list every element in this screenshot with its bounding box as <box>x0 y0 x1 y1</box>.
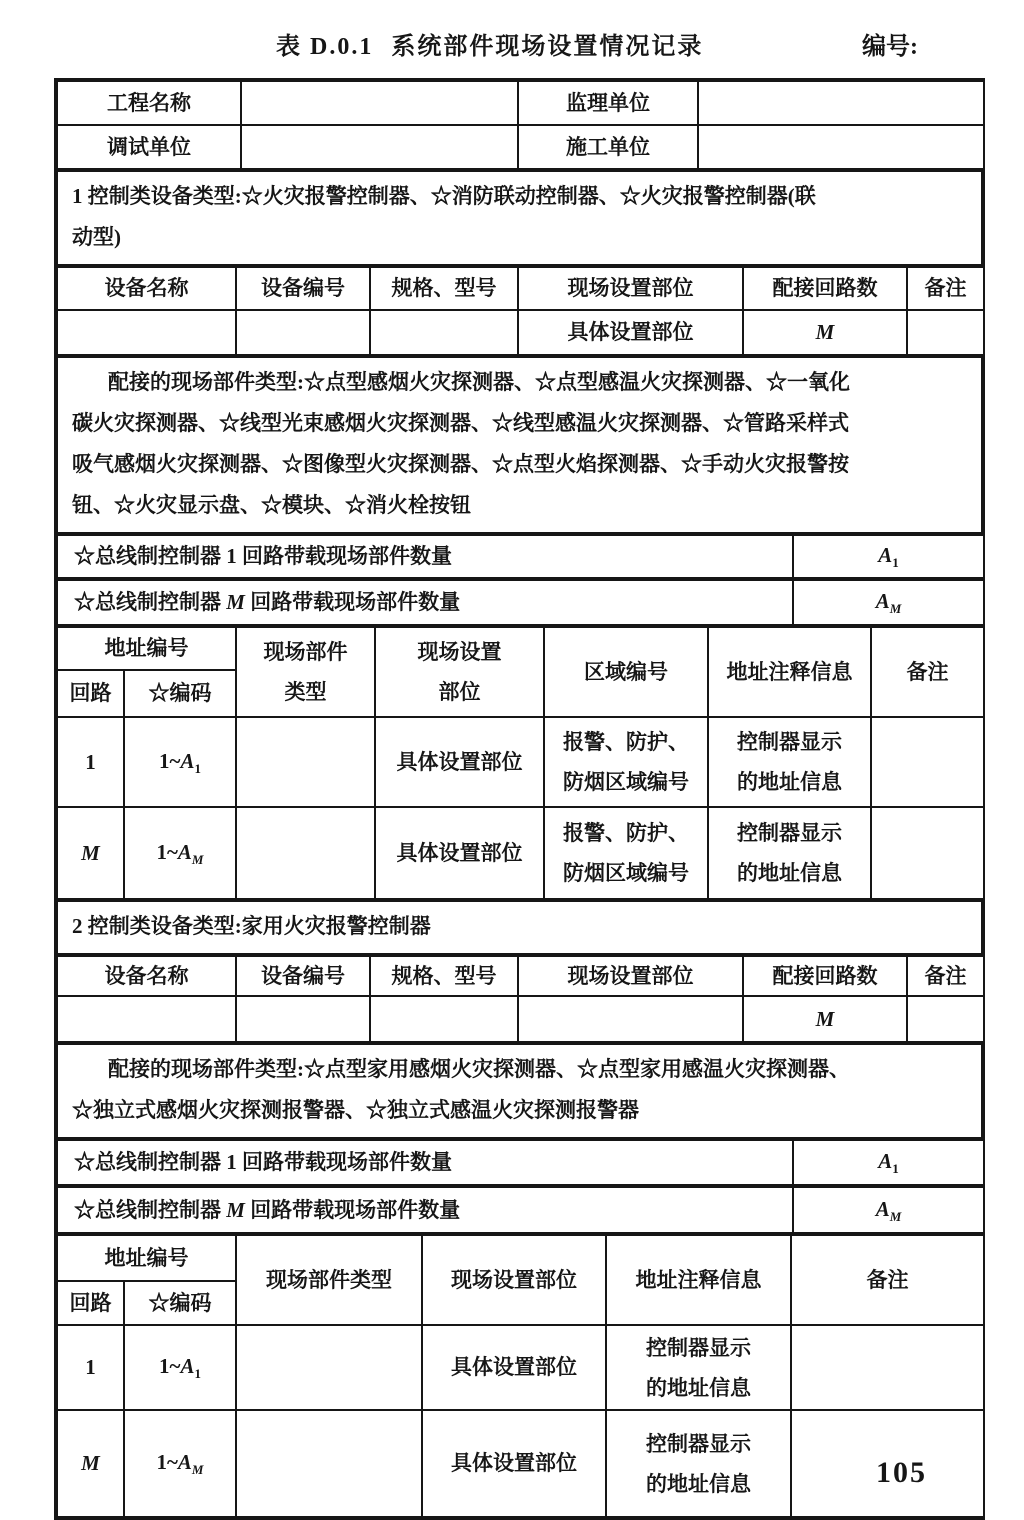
section2-parts-row <box>57 1044 982 1138</box>
addr1-note-cell <box>708 807 871 899</box>
range-pre: 1~ <box>156 839 178 864</box>
col-device-name: 设备名称 <box>57 956 236 996</box>
parts-line-4: 钮、☆火灾显示盘、☆模块、☆消火栓按钮 <box>72 493 471 517</box>
bus-loop1-value <box>793 535 984 578</box>
col-device-remark: 备注 <box>907 267 984 310</box>
parts-line-1: 配接的现场部件类型:☆点型感烟火灾探测器、☆点型感温火灾探测器、☆一氧化 <box>108 370 850 394</box>
addr1-data-row-M <box>57 807 984 899</box>
construction-unit-value <box>698 125 984 169</box>
bus-loop1-value <box>793 1140 984 1185</box>
page-number: 105 <box>876 1456 927 1489</box>
supervisor-value <box>698 81 984 125</box>
section1-heading-table <box>56 170 983 266</box>
addr1-zone-cell <box>544 807 708 899</box>
addr1-remark-cell <box>871 807 984 899</box>
bus-loopM-value-var: A <box>875 589 890 614</box>
loop-var: M <box>81 1451 100 1476</box>
note-line1: 控制器显示 <box>737 730 842 754</box>
section1-device-table <box>56 266 985 356</box>
bus-loopM-pre: ☆总线制控制器 <box>74 590 227 615</box>
col-device-remark: 备注 <box>907 956 984 996</box>
addr1-code-cell <box>124 807 236 899</box>
bus-loop1-var: 1 <box>226 544 237 569</box>
parts-line-2: ☆独立式感烟火灾探测报警器、☆独立式感温火灾探测报警器 <box>72 1098 639 1122</box>
device-remark-cell <box>907 996 984 1042</box>
bus-loopM-value <box>793 580 984 625</box>
section2-bus-loop1-table <box>56 1139 985 1186</box>
parts-line-3: 吸气感烟火灾探测器、☆图像型火灾探测器、☆点型火焰探测器、☆手动火灾报警按 <box>72 452 849 476</box>
col-device-code: 设备编号 <box>236 956 370 996</box>
addr2-note-cell <box>606 1325 791 1410</box>
addr1-location-cell: 具体设置部位 <box>375 717 544 807</box>
addr2-header-row1 <box>57 1235 984 1281</box>
loop-var: M <box>81 840 100 865</box>
section1-parts-text <box>57 357 982 533</box>
addr2-remark-cell <box>791 1325 984 1410</box>
project-name-label: 工程名称 <box>57 81 241 125</box>
addr2-loop-cell <box>57 1410 124 1517</box>
note-line2: 的地址信息 <box>737 770 842 794</box>
bus-loop1-value-sub: 1 <box>892 1161 899 1177</box>
bus-loop1-value-var: A <box>878 543 893 568</box>
note-line1: 控制器显示 <box>646 1431 751 1456</box>
col-address-number: 地址编号 <box>57 627 236 670</box>
device-loops-cell <box>743 996 907 1042</box>
addr1-loop-cell <box>57 807 124 899</box>
bus-loopM-var: M <box>226 1197 245 1222</box>
bus-loopM-row <box>57 580 984 625</box>
bus-loop1-pre: ☆总线制控制器 <box>74 544 227 569</box>
bus-loopM-value-sub: M <box>889 601 902 617</box>
construction-unit-label: 施工单位 <box>518 125 698 169</box>
section1-heading-line2: 动型) <box>72 225 121 249</box>
addr1-code-cell <box>124 717 236 807</box>
device-model-cell <box>370 996 518 1042</box>
range-var: A <box>177 839 192 864</box>
col-device-loops: 配接回路数 <box>743 267 907 310</box>
addr1-note-cell <box>708 717 871 807</box>
bus-loopM-pre: ☆总线制控制器 <box>74 1197 227 1222</box>
loops-variable: M <box>815 320 835 345</box>
parts-line-1: 配接的现场部件类型:☆点型家用感烟火灾探测器、☆点型家用感温火灾探测器、 <box>108 1057 850 1081</box>
addr2-code-cell <box>124 1410 236 1517</box>
zone-line2: 防烟区域编号 <box>563 861 689 885</box>
loops-variable: M <box>815 1006 835 1031</box>
supervisor-label: 监理单位 <box>518 81 698 125</box>
col-device-name: 设备名称 <box>57 267 236 310</box>
addr1-data-row-1 <box>57 717 984 807</box>
zone-line1: 报警、防护、 <box>563 730 689 754</box>
note-line1: 控制器显示 <box>646 1335 751 1360</box>
note-line2: 的地址信息 <box>646 1375 751 1400</box>
bus-loopM-label <box>57 580 793 625</box>
col-set-location-line2: 部位 <box>438 680 481 704</box>
bus-loopM-row <box>57 1187 984 1233</box>
record-form-table <box>54 78 985 1520</box>
bus-loop1-value-sub: 1 <box>892 555 899 571</box>
bus-loop1-label <box>57 535 793 578</box>
col-device-location: 现场设置部位 <box>518 956 743 996</box>
col-set-location-line1: 现场设置 <box>417 640 502 664</box>
bus-loopM-var: M <box>226 590 245 615</box>
addr2-part-type-cell <box>236 1410 422 1517</box>
bus-loopM-label <box>57 1187 793 1233</box>
note-line2: 的地址信息 <box>737 861 842 885</box>
project-name-value <box>241 81 518 125</box>
bus-loopM-value-var: A <box>875 1196 890 1221</box>
bus-loopM-value-sub: M <box>889 1208 902 1224</box>
debug-unit-value <box>241 125 518 169</box>
section1-parts-row <box>57 357 982 533</box>
col-set-location <box>375 627 544 717</box>
section2-heading-table <box>56 900 983 955</box>
addr1-header-row1 <box>57 627 984 670</box>
section2-device-header-row <box>57 956 984 996</box>
col-set-location: 现场设置部位 <box>422 1235 606 1325</box>
col-device-location: 现场设置部位 <box>518 267 743 310</box>
bus-loop1-post: 回路带载现场部件数量 <box>236 544 452 569</box>
addr1-loop-cell: 1 <box>57 717 124 807</box>
range-sub: M <box>191 851 204 867</box>
info-row-1 <box>57 81 984 125</box>
section1-heading-line1: 1 控制类设备类型:☆火灾报警控制器、☆消防联动控制器、☆火灾报警控制器(联 <box>72 184 816 208</box>
section1-address-table <box>56 626 985 900</box>
range-var: A <box>177 1450 192 1475</box>
addr1-location-cell: 具体设置部位 <box>375 807 544 899</box>
form-title <box>276 26 703 61</box>
device-name-cell <box>57 310 236 355</box>
device-remark-cell <box>907 310 984 355</box>
section2-device-table <box>56 955 985 1043</box>
bus-loop1-value-var: A <box>878 1149 893 1174</box>
range-sub: 1 <box>194 760 201 776</box>
range-sub: 1 <box>194 1366 201 1382</box>
debug-unit-label: 调试单位 <box>57 125 241 169</box>
range-var: A <box>180 1354 195 1379</box>
section2-heading-row <box>57 901 982 954</box>
section1-device-header-row <box>57 267 984 310</box>
range-pre: 1~ <box>159 1354 181 1379</box>
bus-loop1-var: 1 <box>226 1150 237 1175</box>
addr1-part-type-cell <box>236 807 375 899</box>
addr2-code-cell <box>124 1325 236 1410</box>
bus-loop1-post: 回路带载现场部件数量 <box>236 1150 452 1175</box>
addr2-location-cell: 具体设置部位 <box>422 1325 606 1410</box>
col-part-type: 现场部件类型 <box>236 1235 422 1325</box>
bus-loop1-row <box>57 1140 984 1185</box>
bus-loopM-value <box>793 1187 984 1233</box>
info-row-2 <box>57 125 984 169</box>
section1-parts-table <box>56 356 983 534</box>
device-location-cell <box>518 996 743 1042</box>
addr2-part-type-cell <box>236 1325 422 1410</box>
form-serial-label: 编号: <box>862 34 918 60</box>
col-code: ☆编码 <box>124 1281 236 1325</box>
addr1-remark-cell <box>871 717 984 807</box>
note-line2: 的地址信息 <box>646 1471 751 1496</box>
zone-line2: 防烟区域编号 <box>563 770 689 794</box>
section2-device-data-row <box>57 996 984 1042</box>
section2-address-table <box>56 1234 985 1518</box>
device-model-cell <box>370 310 518 355</box>
col-part-type-line1: 现场部件 <box>263 640 348 664</box>
range-var: A <box>180 748 195 773</box>
col-address-note: 地址注释信息 <box>708 627 871 717</box>
addr2-data-row-M <box>57 1410 984 1517</box>
page-title: 系统部件现场设置情况记录 <box>391 34 704 60</box>
section1-device-data-row <box>57 310 984 355</box>
bus-loop1-label <box>57 1140 793 1185</box>
device-name-cell <box>57 996 236 1042</box>
device-loops-cell <box>743 310 907 355</box>
col-device-loops: 配接回路数 <box>743 956 907 996</box>
col-part-type <box>236 627 375 717</box>
section1-bus-loopM-table <box>56 579 985 626</box>
bus-loopM-post: 回路带载现场部件数量 <box>244 590 461 615</box>
addr1-zone-cell <box>544 717 708 807</box>
section2-heading-line1: 2 控制类设备类型:家用火灾报警控制器 <box>72 914 431 938</box>
col-address-note: 地址注释信息 <box>606 1235 791 1325</box>
range-sub: M <box>191 1462 204 1478</box>
bus-loop1-row <box>57 535 984 578</box>
col-loop: 回路 <box>57 670 124 717</box>
section2-heading <box>57 901 982 954</box>
section1-heading <box>57 171 982 265</box>
bus-loopM-post: 回路带载现场部件数量 <box>244 1197 461 1222</box>
col-device-code: 设备编号 <box>236 267 370 310</box>
device-location-cell: 具体设置部位 <box>518 310 743 355</box>
table-number-label: 表 D.0.1 <box>276 34 374 60</box>
device-code-cell <box>236 996 370 1042</box>
col-remark: 备注 <box>871 627 984 717</box>
col-zone-number: 区域编号 <box>544 627 708 717</box>
bus-loop1-pre: ☆总线制控制器 <box>74 1150 227 1175</box>
range-pre: 1~ <box>159 748 181 773</box>
section1-bus-loop1-table <box>56 534 985 579</box>
parts-line-2: 碳火灾探测器、☆线型光束感烟火灾探测器、☆线型感温火灾探测器、☆管路采样式 <box>72 411 849 435</box>
addr2-data-row-1 <box>57 1325 984 1410</box>
info-table <box>56 80 985 170</box>
device-code-cell <box>236 310 370 355</box>
note-line1: 控制器显示 <box>737 821 842 845</box>
col-remark: 备注 <box>791 1235 984 1325</box>
range-pre: 1~ <box>156 1450 178 1475</box>
addr1-part-type-cell <box>236 717 375 807</box>
col-device-model: 规格、型号 <box>370 956 518 996</box>
addr2-note-cell <box>606 1410 791 1517</box>
form-title-row <box>0 26 1024 61</box>
section2-parts-text <box>57 1044 982 1138</box>
col-part-type-line2: 类型 <box>284 680 327 704</box>
col-device-model: 规格、型号 <box>370 267 518 310</box>
zone-line1: 报警、防护、 <box>563 821 689 845</box>
section2-bus-loopM-table <box>56 1186 985 1234</box>
col-loop: 回路 <box>57 1281 124 1325</box>
addr2-location-cell: 具体设置部位 <box>422 1410 606 1517</box>
section2-parts-table <box>56 1043 983 1139</box>
col-code: ☆编码 <box>124 670 236 717</box>
section1-heading-row <box>57 171 982 265</box>
addr2-loop-cell: 1 <box>57 1325 124 1410</box>
col-address-number: 地址编号 <box>57 1235 236 1281</box>
